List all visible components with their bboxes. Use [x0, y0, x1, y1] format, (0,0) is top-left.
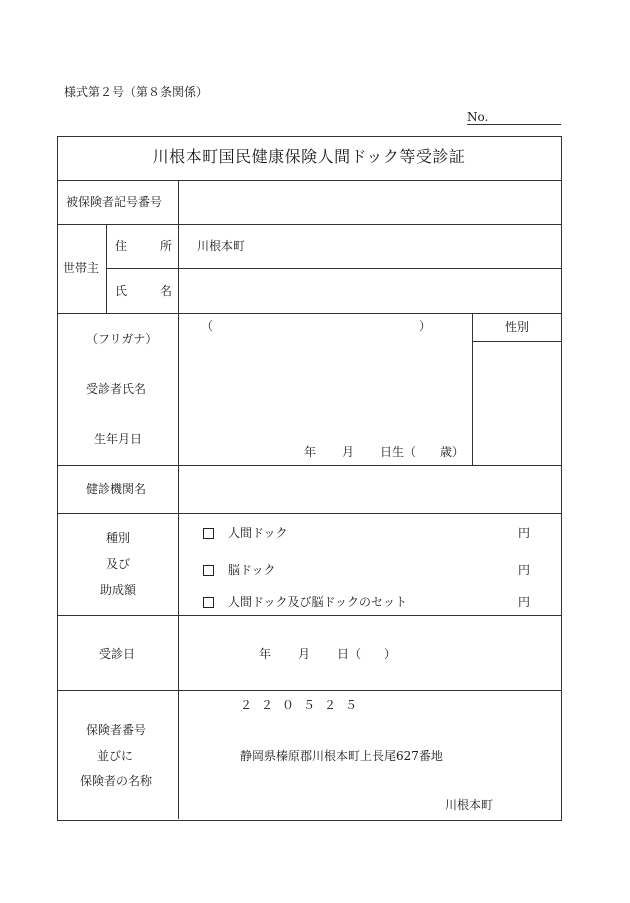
row-divider: [57, 513, 561, 514]
row-divider: [57, 313, 561, 314]
dob-label: 生年月日: [94, 432, 143, 446]
checkbox-ningen-dock[interactable]: [203, 528, 214, 539]
insurer-label-3: 保険者の名称: [80, 774, 153, 788]
exam-date-close: ）: [384, 647, 397, 661]
gender-label: 性別: [505, 320, 530, 334]
number-underline: [467, 124, 561, 125]
category-label-3: 助成額: [100, 583, 137, 597]
insurer-label-2: 並びに: [97, 749, 134, 763]
dob-year: 年: [304, 445, 317, 459]
option-brain-dock: 脳ドック: [228, 563, 276, 577]
household-name-field[interactable]: [179, 269, 560, 312]
institution-field[interactable]: [179, 466, 560, 512]
address-label-b: 所: [160, 239, 173, 253]
exam-date-year: 年: [259, 647, 272, 661]
checkbox-set[interactable]: [203, 597, 214, 608]
option-brain-dock-yen: 円: [518, 563, 531, 577]
address-value[interactable]: 川根本町: [197, 239, 246, 253]
name-label-a: 氏: [115, 284, 128, 298]
examinee-name-label: 受診者氏名: [86, 382, 147, 396]
option-ningen-dock-yen: 円: [518, 526, 531, 540]
category-label-2: 及び: [106, 557, 131, 571]
exam-date-day: 日（: [337, 647, 362, 661]
furigana-label: （フリガナ）: [86, 332, 158, 346]
insurer-number: ２２０５２５: [240, 698, 367, 712]
option-set-yen: 円: [518, 595, 531, 609]
option-set: 人間ドック及び脳ドックのセット: [228, 595, 408, 609]
address-label-a: 住: [115, 239, 128, 253]
household-head-label: 世帯主: [63, 261, 100, 275]
row-divider: [57, 615, 561, 616]
form-title: 川根本町国民健康保険人間ドック等受診証: [152, 147, 466, 166]
furigana-paren-open: （: [201, 319, 214, 333]
category-label-1: 種別: [106, 531, 131, 545]
exam-date-label: 受診日: [99, 647, 136, 661]
checkbox-brain-dock[interactable]: [203, 565, 214, 576]
insurer-label-1: 保険者番号: [86, 723, 147, 737]
row-divider: [57, 224, 561, 225]
option-ningen-dock: 人間ドック: [228, 526, 288, 540]
dob-month: 月: [342, 445, 355, 459]
household-divider: [106, 224, 107, 313]
gender-field[interactable]: [473, 342, 560, 464]
furigana-paren-close: ）: [419, 319, 432, 333]
institution-label: 健診機関名: [86, 482, 147, 496]
insured-id-label: 被保険者記号番号: [66, 195, 163, 209]
form-reference: 様式第２号（第８条関係）: [64, 85, 209, 99]
row-divider: [57, 690, 561, 691]
exam-date-month: 月: [298, 647, 311, 661]
name-label-b: 名: [160, 284, 173, 298]
number-label: No.: [467, 110, 489, 124]
dob-day-born: 日生（: [380, 445, 417, 459]
age-suffix: 歳）: [440, 445, 465, 459]
examinee-name-field[interactable]: [179, 340, 471, 430]
insurer-name: 川根本町: [445, 798, 494, 812]
insurer-address: 静岡県榛原郡川根本町上長尾627番地: [240, 749, 443, 763]
insured-id-field[interactable]: [179, 181, 560, 223]
